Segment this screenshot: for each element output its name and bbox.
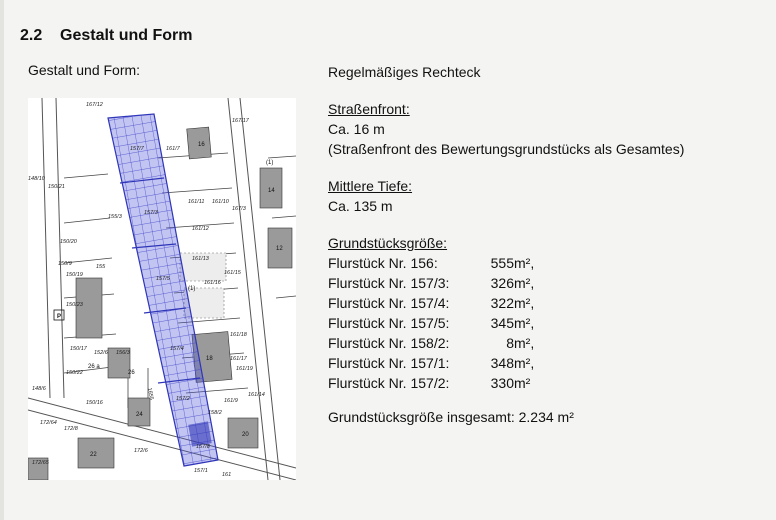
house-number: 26 a bbox=[88, 364, 100, 370]
plot-row-unit: m², bbox=[514, 335, 535, 351]
parcel-label: 161/16 bbox=[204, 280, 221, 286]
plot-row bbox=[328, 313, 684, 333]
parcel-label: 152/6 bbox=[94, 350, 108, 356]
parcel-label: 157/5 bbox=[156, 276, 170, 282]
parcel-label: 157/2 bbox=[176, 396, 190, 402]
plot-row-label: Flurstück Nr. 158/2: bbox=[328, 335, 450, 351]
parcel-label: 161/19 bbox=[236, 366, 253, 372]
plot-size-heading: Grundstücksgröße: bbox=[328, 235, 448, 251]
parcel-label: 172/64 bbox=[40, 420, 57, 426]
parcel-label: 150/21 bbox=[48, 184, 65, 190]
parcel-label: 150/16 bbox=[86, 400, 103, 406]
house-number: 24 bbox=[136, 412, 143, 418]
house-number: 16 bbox=[198, 142, 205, 148]
house-number: 26 bbox=[128, 370, 135, 376]
parcel-label: 161/9 bbox=[224, 398, 238, 404]
plot-row-label: Flurstück Nr. 157/5: bbox=[328, 315, 450, 331]
house-number: (1) bbox=[266, 160, 274, 166]
parcel-label: 150/23 bbox=[66, 302, 83, 308]
depth-heading: Mittlere Tiefe: bbox=[328, 178, 413, 194]
plot-row-unit: m², bbox=[514, 255, 535, 271]
house-number: (1) bbox=[188, 286, 196, 292]
parcel-label: 150/17 bbox=[70, 346, 87, 352]
shape-label: Gestalt und Form: bbox=[28, 62, 141, 78]
page-edge-shadow bbox=[0, 0, 4, 520]
plot-row-unit: m², bbox=[514, 275, 535, 291]
plot-row-unit: m², bbox=[514, 355, 535, 371]
parcel-label: 172/65 bbox=[32, 460, 49, 466]
plot-row-value: 555 bbox=[490, 255, 514, 271]
section-number: 2.2 bbox=[20, 27, 43, 44]
plot-row-value: 8 bbox=[506, 335, 514, 351]
house-number: 22 bbox=[90, 452, 97, 458]
parcel-label: 172/6 bbox=[134, 448, 148, 454]
plot-row-value: 322 bbox=[490, 295, 514, 311]
parcel-label: 161/15 bbox=[224, 270, 241, 276]
parcel-label: 161/18 bbox=[230, 332, 247, 338]
plot-row-value: 345 bbox=[490, 315, 514, 331]
plot-row-unit: m², bbox=[514, 315, 535, 331]
parcel-label: 172/8 bbox=[64, 426, 78, 432]
parcel-label: 150/20 bbox=[60, 239, 77, 245]
parcel-label: 161/12 bbox=[192, 226, 209, 232]
parcel-label: 157/8 bbox=[196, 444, 210, 450]
parcel-label: 157/4 bbox=[170, 346, 184, 352]
parcel-label: 150/9 bbox=[58, 261, 72, 267]
plot-row-label: Flurstück Nr. 157/4: bbox=[328, 295, 450, 311]
plot-row-label: Flurstück Nr. 157/1: bbox=[328, 355, 450, 371]
plot-row-value: 348 bbox=[490, 355, 514, 371]
parcel-label: 167/12 bbox=[86, 102, 103, 108]
plot-row-label: Flurstück Nr. 157/2: bbox=[328, 375, 450, 391]
parcel-label: 158/2 bbox=[208, 410, 222, 416]
house-number: 18 bbox=[206, 356, 213, 362]
plot-row-value: 326 bbox=[490, 275, 514, 291]
plot-row bbox=[328, 373, 684, 393]
plot-row bbox=[328, 273, 684, 293]
street-front-heading: Straßenfront: bbox=[328, 101, 410, 117]
parcel-label: 155/3 bbox=[108, 214, 122, 220]
plot-row-label: Flurstück Nr. 157/3: bbox=[328, 275, 450, 291]
parcel-label: 161/11 bbox=[188, 199, 205, 205]
street-label: 1655 bbox=[146, 387, 155, 401]
plot-row-unit: m² bbox=[514, 375, 531, 391]
parcel-label: 161/14 bbox=[248, 392, 265, 398]
plot-row bbox=[328, 253, 684, 273]
parcel-label: 161/10 bbox=[212, 199, 229, 205]
parcel-label: 161/13 bbox=[192, 256, 209, 262]
parcel-label: 161/7 bbox=[166, 146, 180, 152]
street-front-value: Ca. 16 m bbox=[328, 121, 385, 137]
plot-row-value: 330 bbox=[490, 375, 514, 391]
plot-row bbox=[328, 353, 684, 373]
parcel-label: 157/1 bbox=[194, 468, 208, 474]
parcel-label: 157/3 bbox=[144, 210, 158, 216]
plot-row-label: Flurstück Nr. 156: bbox=[328, 255, 438, 271]
plot-info bbox=[328, 62, 684, 427]
parcel-label: 161 bbox=[222, 472, 232, 478]
cadastral-map bbox=[28, 98, 296, 480]
plot-row bbox=[328, 293, 684, 313]
plot-row bbox=[328, 333, 684, 353]
parcel-label: 167/17 bbox=[232, 118, 249, 124]
house-number: 14 bbox=[268, 188, 275, 194]
parcel-label: 148/10 bbox=[28, 176, 45, 182]
depth-value: Ca. 135 m bbox=[328, 198, 393, 214]
house-number: P bbox=[57, 314, 62, 320]
parcel-label: 157/7 bbox=[130, 146, 144, 152]
section-title: Gestalt und Form bbox=[60, 27, 193, 44]
plot-row-unit: m², bbox=[514, 295, 535, 311]
parcel-label: 167/3 bbox=[232, 206, 246, 212]
shape-value: Regelmäßiges Rechteck bbox=[328, 64, 481, 80]
house-number: 12 bbox=[276, 246, 283, 252]
parcel-label: 150/22 bbox=[66, 370, 83, 376]
parcel-label: 155 bbox=[96, 264, 106, 270]
parcel-label: 161/17 bbox=[230, 356, 247, 362]
parcel-label: 156/3 bbox=[116, 350, 130, 356]
parcel-label: 148/6 bbox=[32, 386, 46, 392]
street-front-note: (Straßenfront des Bewertungsgrundstücks als Gesamtes) bbox=[328, 141, 685, 157]
house-number: 20 bbox=[242, 432, 249, 438]
plot-size-total: Grundstücksgröße insgesamt: 2.234 m² bbox=[328, 409, 574, 425]
parcel-label: 150/19 bbox=[66, 272, 83, 278]
